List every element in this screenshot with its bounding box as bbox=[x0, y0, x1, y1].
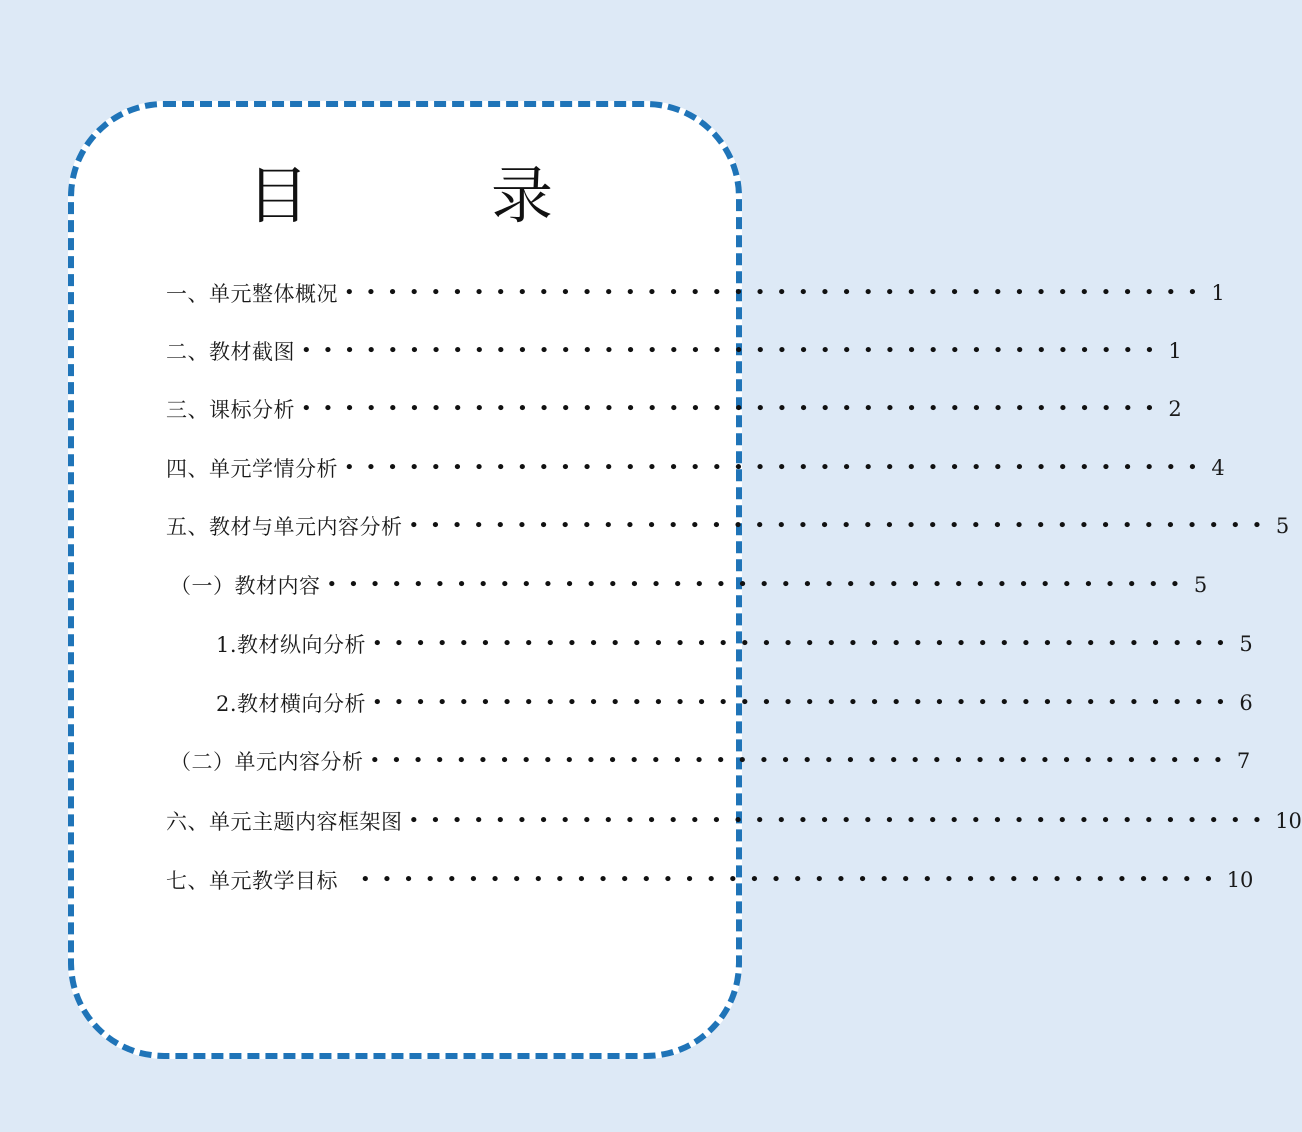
document-title: 目 录 bbox=[246, 159, 613, 232]
toc-page-number: 10 bbox=[1275, 809, 1302, 833]
toc-entry[interactable] bbox=[166, 508, 1290, 544]
toc-dot-leader: •••••••••••••••••••••••••••••••••••••••• bbox=[372, 692, 1237, 713]
toc-dot-leader: •••••••••••••••••••••••••••••••••••••••• bbox=[326, 574, 1192, 595]
toc-entry-label: 五、教材与单元内容分析 bbox=[166, 515, 403, 539]
toc-page-number: 5 bbox=[1193, 573, 1208, 597]
toc-dot-leader: •••••••••••••••••••••••••••••••••••••••• bbox=[301, 398, 1166, 419]
toc-dot-leader: •••••••••••••••••••••••••••••••••••••••• bbox=[369, 750, 1235, 771]
toc-page-number: 1 bbox=[1168, 339, 1182, 363]
toc-entry-label: 六、单元主题内容框架图 bbox=[166, 810, 403, 834]
toc-entry-label: （二）单元内容分析 bbox=[170, 750, 364, 774]
toc-entry-label: 1.教材纵向分析 bbox=[216, 633, 367, 657]
toc-dot-leader: •••••••••••••••••••••••••••••••••••••••• bbox=[408, 810, 1274, 831]
toc-entry-label: 一、单元整体概况 bbox=[166, 282, 338, 306]
toc-entry-label: 七、单元教学目标 bbox=[166, 869, 338, 893]
toc-dot-leader: •••••••••••••••••••••••••••••••••••••••• bbox=[408, 515, 1274, 536]
toc-page-number: 6 bbox=[1239, 691, 1253, 715]
toc-page-number: 4 bbox=[1211, 456, 1225, 480]
toc-entry-label: （一）教材内容 bbox=[170, 574, 321, 598]
toc-page-number: 2 bbox=[1168, 397, 1182, 421]
toc-entry[interactable] bbox=[170, 567, 1208, 603]
toc-entry[interactable] bbox=[166, 391, 1182, 427]
toc-entry[interactable] bbox=[166, 275, 1225, 311]
toc-entry[interactable] bbox=[216, 685, 1253, 721]
toc-entry[interactable] bbox=[166, 862, 1254, 898]
toc-entry[interactable] bbox=[170, 743, 1251, 779]
toc-entry-label: 三、课标分析 bbox=[166, 398, 295, 422]
toc-entry[interactable] bbox=[166, 333, 1182, 369]
toc-page-number: 5 bbox=[1239, 632, 1253, 656]
toc-entry[interactable] bbox=[166, 803, 1302, 839]
toc-dot-leader: •••••••••••••••••••••••••••••••••••••••• bbox=[372, 633, 1237, 654]
toc-page-number: 5 bbox=[1275, 514, 1290, 538]
toc-entry-label: 四、单元学情分析 bbox=[166, 457, 338, 481]
toc-entry[interactable] bbox=[166, 450, 1225, 486]
toc-page-number: 1 bbox=[1211, 281, 1225, 305]
toc-dot-leader: •••••••••••••••••••••••••••••••••••••••• bbox=[344, 457, 1209, 478]
toc-page-number: 7 bbox=[1236, 749, 1251, 773]
toc-entry[interactable] bbox=[216, 626, 1253, 662]
toc-entry-label: 二、教材截图 bbox=[166, 340, 295, 364]
toc-entry-label: 2.教材横向分析 bbox=[216, 692, 367, 716]
toc-dot-leader: •••••••••••••••••••••••••••••••••••••••• bbox=[360, 869, 1225, 890]
toc-page-number: 10 bbox=[1226, 868, 1254, 892]
toc-dot-leader: •••••••••••••••••••••••••••••••••••••••• bbox=[344, 282, 1209, 303]
toc-dot-leader: •••••••••••••••••••••••••••••••••••••••• bbox=[301, 340, 1166, 361]
